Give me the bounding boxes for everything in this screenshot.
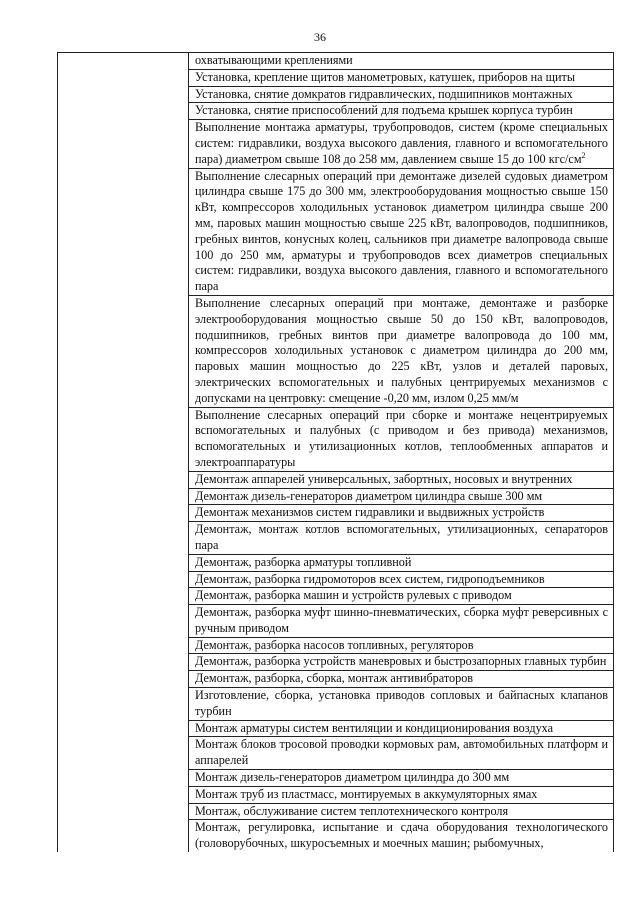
table-row bbox=[58, 688, 614, 721]
table-cell: Монтаж дизель-генераторов диаметром цилиндра до 300 мм bbox=[189, 770, 614, 787]
table-cell: Установка, снятие приспособлений для подъема крышек корпуса турбин bbox=[189, 103, 614, 120]
table-row bbox=[58, 505, 614, 522]
table-row bbox=[58, 472, 614, 489]
empty-cell bbox=[58, 605, 189, 638]
table-row bbox=[58, 671, 614, 688]
table-cell: Монтаж труб из пластмасс, монтируемых в аккумуляторных ямах bbox=[189, 787, 614, 804]
table-cell: Демонтаж, монтаж котлов вспомогательных, утилизационных, сепараторов пара bbox=[189, 522, 614, 555]
table-row bbox=[58, 787, 614, 804]
empty-cell bbox=[58, 770, 189, 787]
empty-cell bbox=[58, 472, 189, 489]
empty-cell bbox=[58, 688, 189, 721]
page-number: 36 bbox=[314, 30, 326, 44]
empty-cell bbox=[58, 804, 189, 821]
table-row bbox=[58, 53, 614, 70]
empty-cell bbox=[58, 737, 189, 770]
empty-cell bbox=[58, 408, 189, 472]
empty-cell bbox=[58, 120, 189, 168]
table-cell: Монтаж арматуры систем вентиляции и кондиционирования воздуха bbox=[189, 721, 614, 738]
table-cell: Демонтаж механизмов систем гидравлики и выдвижных устройств bbox=[189, 505, 614, 522]
table-row bbox=[58, 572, 614, 589]
cell-text: Выполнение монтажа арматуры, трубопроводов, систем (кроме специальных систем: гидравлики, воздуха высокого давления, главного и вспомогательного пара) диаметром свыше 108 до 258 мм, давлением свыше 15 до 100 кгс/см bbox=[195, 120, 608, 166]
table-row bbox=[58, 408, 614, 472]
table-cell bbox=[189, 120, 614, 168]
empty-cell bbox=[58, 555, 189, 572]
empty-cell bbox=[58, 489, 189, 506]
table-row bbox=[58, 605, 614, 638]
table-row bbox=[58, 169, 614, 296]
empty-cell bbox=[58, 654, 189, 671]
table-row bbox=[58, 489, 614, 506]
table-row bbox=[58, 638, 614, 655]
empty-cell bbox=[58, 505, 189, 522]
empty-cell bbox=[58, 787, 189, 804]
table-row bbox=[58, 737, 614, 770]
table-row bbox=[58, 522, 614, 555]
table-cell: Демонтаж, разборка муфт шинно-пневматических, сборка муфт реверсивных с ручным приводом bbox=[189, 605, 614, 638]
table-cell: Монтаж блоков тросовой проводки кормовых рам, автомобильных платформ и аппарелей bbox=[189, 737, 614, 770]
table-cell: Демонтаж, разборка, сборка, монтаж антивибраторов bbox=[189, 671, 614, 688]
table-cell: Демонтаж, разборка устройств маневровых и быстрозапорных главных турбин bbox=[189, 654, 614, 671]
unit-superscript: 2 bbox=[581, 150, 586, 160]
table-row bbox=[58, 804, 614, 821]
table-cell: Демонтаж, разборка арматуры топливной bbox=[189, 555, 614, 572]
empty-cell bbox=[58, 588, 189, 605]
table-cell: Установка, крепление щитов манометровых, катушек, приборов на щиты bbox=[189, 70, 614, 87]
table-cell: Выполнение слесарных операций при сборке и монтаже нецентрируемых вспомогательных и палубных (с приводом и без привода) механизмов, вспомогательных и утилизационных котлов, теплообменных аппаратов и электроаппаратуры bbox=[189, 408, 614, 472]
table-cell: Демонтаж, разборка гидромоторов всех систем, гидроподъемников bbox=[189, 572, 614, 589]
table-cell: Демонтаж, разборка насосов топливных, регуляторов bbox=[189, 638, 614, 655]
empty-cell bbox=[58, 572, 189, 589]
table-cell: Установка, снятие домкратов гидравлических, подшипников монтажных bbox=[189, 87, 614, 104]
empty-cell bbox=[58, 169, 189, 296]
empty-cell bbox=[58, 70, 189, 87]
table-cell: Монтаж, обслуживание систем теплотехнического контроля bbox=[189, 804, 614, 821]
empty-cell bbox=[58, 721, 189, 738]
table-row bbox=[58, 555, 614, 572]
table-cell: Демонтаж аппарелей универсальных, забортных, носовых и внутренних bbox=[189, 472, 614, 489]
table-cell: Монтаж, регулировка, испытание и сдача оборудования технологического (головорубочных, шкуросъемных и моечных машин; рыбомучных, bbox=[189, 820, 614, 852]
empty-cell bbox=[58, 820, 189, 852]
table-row bbox=[58, 103, 614, 120]
table-cell: Демонтаж дизель-генераторов диаметром цилиндра свыше 300 мм bbox=[189, 489, 614, 506]
table-row bbox=[58, 120, 614, 168]
table-row bbox=[58, 721, 614, 738]
table-cell: Выполнение слесарных операций при монтаже, демонтаже и разборке электрооборудования мощностью свыше 50 до 150 кВт, валопроводов, подшипников, гребных винтов при диаметре валопровода до 100 мм, компрессоров холодильных установок с диаметром цилиндра до 200 мм, паровых машин мощностью до 225 кВт, узлов и деталей паровых, электрических вспомогательных и палубных центрируемых механизмов с допусками на центровку: смещение -0,20 мм, излом 0,25 мм/м bbox=[189, 296, 614, 408]
table-row bbox=[58, 588, 614, 605]
table-row bbox=[58, 654, 614, 671]
table-cell: охватывающими креплениями bbox=[189, 53, 614, 70]
empty-cell bbox=[58, 53, 189, 70]
empty-cell bbox=[58, 296, 189, 408]
table-cell: Выполнение слесарных операций при демонтаже дизелей судовых диаметром цилиндра свыше 175 до 300 мм, электрооборудования мощностью свыше 150 кВт, компрессоров холодильных установок диаметром цилиндра свыше 200 мм, паровых машин мощностью свыше 225 кВт, валопроводов, подшипников, гребных винтов, конусных колец, сальников при диаметре валопровода свыше 100 до 250 мм, арматуры и трубопроводов всех диаметров специальных систем: гидравлики, воздуха высокого давления, главного и вспомогательного пара bbox=[189, 169, 614, 296]
table-row bbox=[58, 70, 614, 87]
work-items-table bbox=[57, 52, 614, 852]
table-cell: Демонтаж, разборка машин и устройств рулевых с приводом bbox=[189, 588, 614, 605]
empty-cell bbox=[58, 638, 189, 655]
empty-cell bbox=[58, 103, 189, 120]
empty-cell bbox=[58, 87, 189, 104]
table-row bbox=[58, 296, 614, 408]
empty-cell bbox=[58, 522, 189, 555]
table-row bbox=[58, 820, 614, 852]
table-cell: Изготовление, сборка, установка приводов сопловых и байпасных клапанов турбин bbox=[189, 688, 614, 721]
table-row bbox=[58, 770, 614, 787]
empty-cell bbox=[58, 671, 189, 688]
table-row bbox=[58, 87, 614, 104]
